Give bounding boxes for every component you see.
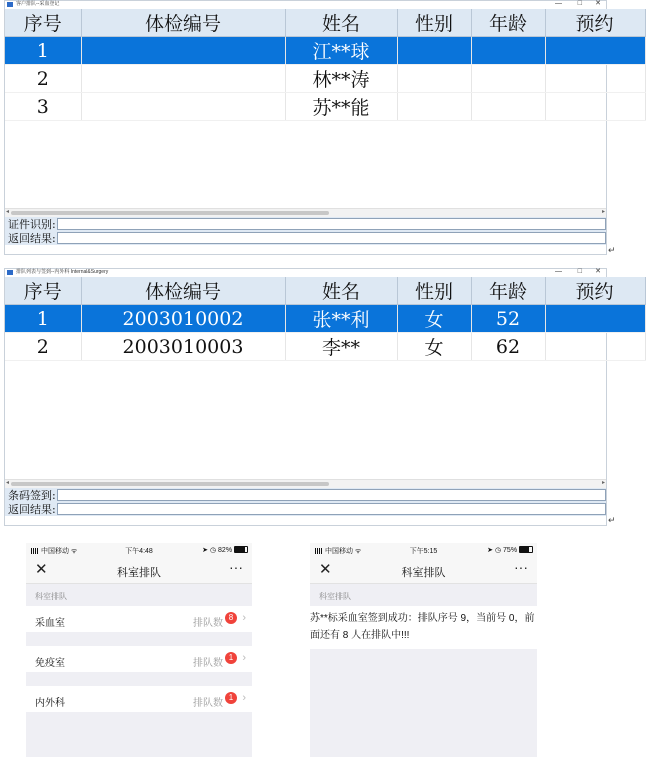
scroll-right-icon[interactable]: ▸ (601, 480, 605, 486)
cell-gender: 女 (397, 333, 471, 361)
horizontal-scrollbar[interactable] (5, 479, 606, 488)
cell-gender: 女 (397, 305, 471, 333)
maximize-button[interactable]: □ (577, 0, 582, 7)
wifi-icon: ᯤ (70, 548, 78, 555)
cell-gender (397, 37, 471, 65)
cell-exam-no (81, 37, 285, 65)
cell-gender (397, 65, 471, 93)
section-header: 科室排队 (319, 592, 351, 601)
column-header[interactable]: 年龄 (471, 9, 545, 37)
cell-seq: 2 (5, 333, 81, 361)
barcode-checkin-label: 条码签到: (8, 489, 56, 502)
queue-count-badge: 1 (225, 692, 237, 704)
queue-grid (5, 9, 614, 217)
window-title: 排队列表与签到--内外科 Internal&Surgery (16, 269, 109, 275)
carrier-name: 中国移动 (40, 548, 69, 555)
battery-percent: 75% (503, 547, 518, 554)
item-name: 采血室 (35, 618, 65, 629)
return-mark: ↵ (608, 515, 616, 525)
scroll-right-icon[interactable]: ▸ (601, 209, 605, 215)
maximize-button[interactable]: □ (577, 268, 582, 275)
cell-exam-no: 2003010003 (81, 333, 285, 361)
cell-extra (545, 333, 645, 361)
cell-name: 苏**能 (285, 93, 397, 121)
cell-extra (545, 305, 645, 333)
cell-seq: 1 (5, 37, 81, 65)
title-bar (5, 269, 606, 277)
queue-window-internal (4, 268, 614, 526)
queue-count-badge: 1 (225, 652, 237, 664)
column-header[interactable]: 姓名 (285, 9, 397, 37)
list-item-internal-surgery[interactable] (26, 686, 252, 712)
nav-bar (310, 557, 537, 584)
nav-title: 科室排队 (117, 567, 161, 579)
cell-age (471, 93, 545, 121)
phone-screen-queue-list (26, 543, 252, 757)
cell-extra (545, 37, 645, 65)
carrier-name: 中国移动 (324, 548, 353, 555)
scroll-left-icon[interactable]: ◂ (6, 480, 10, 486)
id-recognition-label: 证件识别: (8, 218, 56, 231)
cell-extra (545, 65, 645, 93)
chevron-right-icon: › (242, 612, 246, 624)
return-mark: ↵ (608, 245, 616, 255)
id-recognition-input[interactable] (57, 218, 606, 230)
item-name: 免疫室 (35, 658, 65, 669)
alarm-icon: ◷ (494, 547, 502, 554)
status-right (487, 546, 533, 554)
battery-icon (234, 546, 248, 553)
status-bar (26, 543, 252, 557)
result-row (5, 502, 606, 516)
battery-icon (519, 546, 533, 553)
column-header[interactable]: 体检编号 (81, 277, 285, 305)
table-row[interactable] (5, 93, 645, 121)
result-input[interactable] (57, 503, 606, 515)
cell-exam-no (81, 93, 285, 121)
section-header: 科室排队 (35, 592, 67, 601)
title-bar (5, 1, 606, 9)
queue-grid (5, 277, 614, 488)
column-header[interactable]: 预约 (545, 277, 645, 305)
cell-age (471, 65, 545, 93)
table-row[interactable] (5, 305, 645, 333)
status-time: 下午5:15 (409, 548, 438, 555)
queue-count-label: 排队数 (193, 698, 223, 709)
status-bar (310, 543, 537, 557)
column-header[interactable]: 性别 (397, 277, 471, 305)
close-button[interactable]: ✕ (595, 0, 601, 7)
cell-gender (397, 93, 471, 121)
minimize-button[interactable]: — (555, 268, 562, 275)
close-icon[interactable]: ✕ (35, 561, 48, 578)
item-name: 内外科 (35, 698, 65, 709)
table-row[interactable] (5, 37, 645, 65)
cell-seq: 2 (5, 65, 81, 93)
column-header[interactable]: 体检编号 (81, 9, 285, 37)
cell-extra (545, 93, 645, 121)
cell-seq: 3 (5, 93, 81, 121)
more-icon[interactable]: ··· (514, 559, 528, 575)
cell-exam-no: 2003010002 (81, 305, 285, 333)
window-title: 客户排队--采血登记 (16, 1, 60, 7)
grid-header (5, 277, 645, 305)
cell-age: 52 (471, 305, 545, 333)
horizontal-scrollbar[interactable] (5, 208, 606, 217)
phone-screen-checkin-result (310, 543, 537, 757)
battery-percent: 82% (218, 547, 233, 554)
cell-name: 李** (285, 333, 397, 361)
result-label: 返回结果: (8, 232, 56, 245)
scroll-thumb[interactable] (11, 482, 329, 486)
location-icon: ➤ (202, 547, 209, 554)
column-header[interactable]: 性别 (397, 9, 471, 37)
queue-window-blood (4, 0, 614, 255)
wifi-icon: ᯤ (354, 548, 362, 555)
status-time: 下午4:48 (125, 548, 153, 555)
app-icon (7, 2, 13, 7)
cell-name: 江**球 (285, 37, 397, 65)
alarm-icon: ◷ (209, 547, 217, 554)
minimize-button[interactable]: — (555, 0, 562, 7)
more-icon[interactable]: ··· (229, 559, 243, 575)
app-icon (7, 270, 13, 275)
cell-exam-no (81, 65, 285, 93)
barcode-checkin-row (5, 488, 606, 502)
cell-name: 林**涛 (285, 65, 397, 93)
column-header[interactable]: 预约 (545, 9, 645, 37)
result-row (5, 231, 606, 245)
barcode-checkin-input[interactable] (57, 489, 606, 501)
chevron-right-icon: › (242, 692, 246, 704)
grid-header (5, 9, 645, 37)
scroll-thumb[interactable] (11, 211, 329, 215)
column-header[interactable]: 年龄 (471, 277, 545, 305)
location-icon: ➤ (487, 547, 494, 554)
column-header[interactable]: 姓名 (285, 277, 397, 305)
table-row[interactable] (5, 65, 645, 93)
nav-title: 科室排队 (401, 567, 446, 579)
checkin-message: 苏**标采血室签到成功：排队序号 9，当前号 0，前面还有 8 人在排队中!!! (310, 606, 537, 649)
result-input[interactable] (57, 232, 606, 244)
close-button[interactable]: ✕ (595, 268, 601, 275)
column-header[interactable]: 序号 (5, 277, 81, 305)
result-label: 返回结果: (8, 503, 56, 516)
status-right (202, 546, 248, 554)
column-header[interactable]: 序号 (5, 9, 81, 37)
queue-count-label: 排队数 (193, 658, 223, 669)
nav-bar (26, 557, 252, 584)
chevron-right-icon: › (242, 652, 246, 664)
list-item-immunity-room[interactable] (26, 646, 252, 672)
cell-name: 张**利 (285, 305, 397, 333)
table-row[interactable] (5, 333, 645, 361)
close-icon[interactable]: ✕ (319, 561, 332, 578)
scroll-left-icon[interactable]: ◂ (6, 209, 10, 215)
cell-age: 62 (471, 333, 545, 361)
queue-count-badge: 8 (225, 612, 237, 624)
cell-age (471, 37, 545, 65)
cell-seq: 1 (5, 305, 81, 333)
id-recognition-row (5, 217, 606, 231)
queue-count-label: 排队数 (193, 618, 223, 629)
list-item-blood-room[interactable] (26, 606, 252, 632)
